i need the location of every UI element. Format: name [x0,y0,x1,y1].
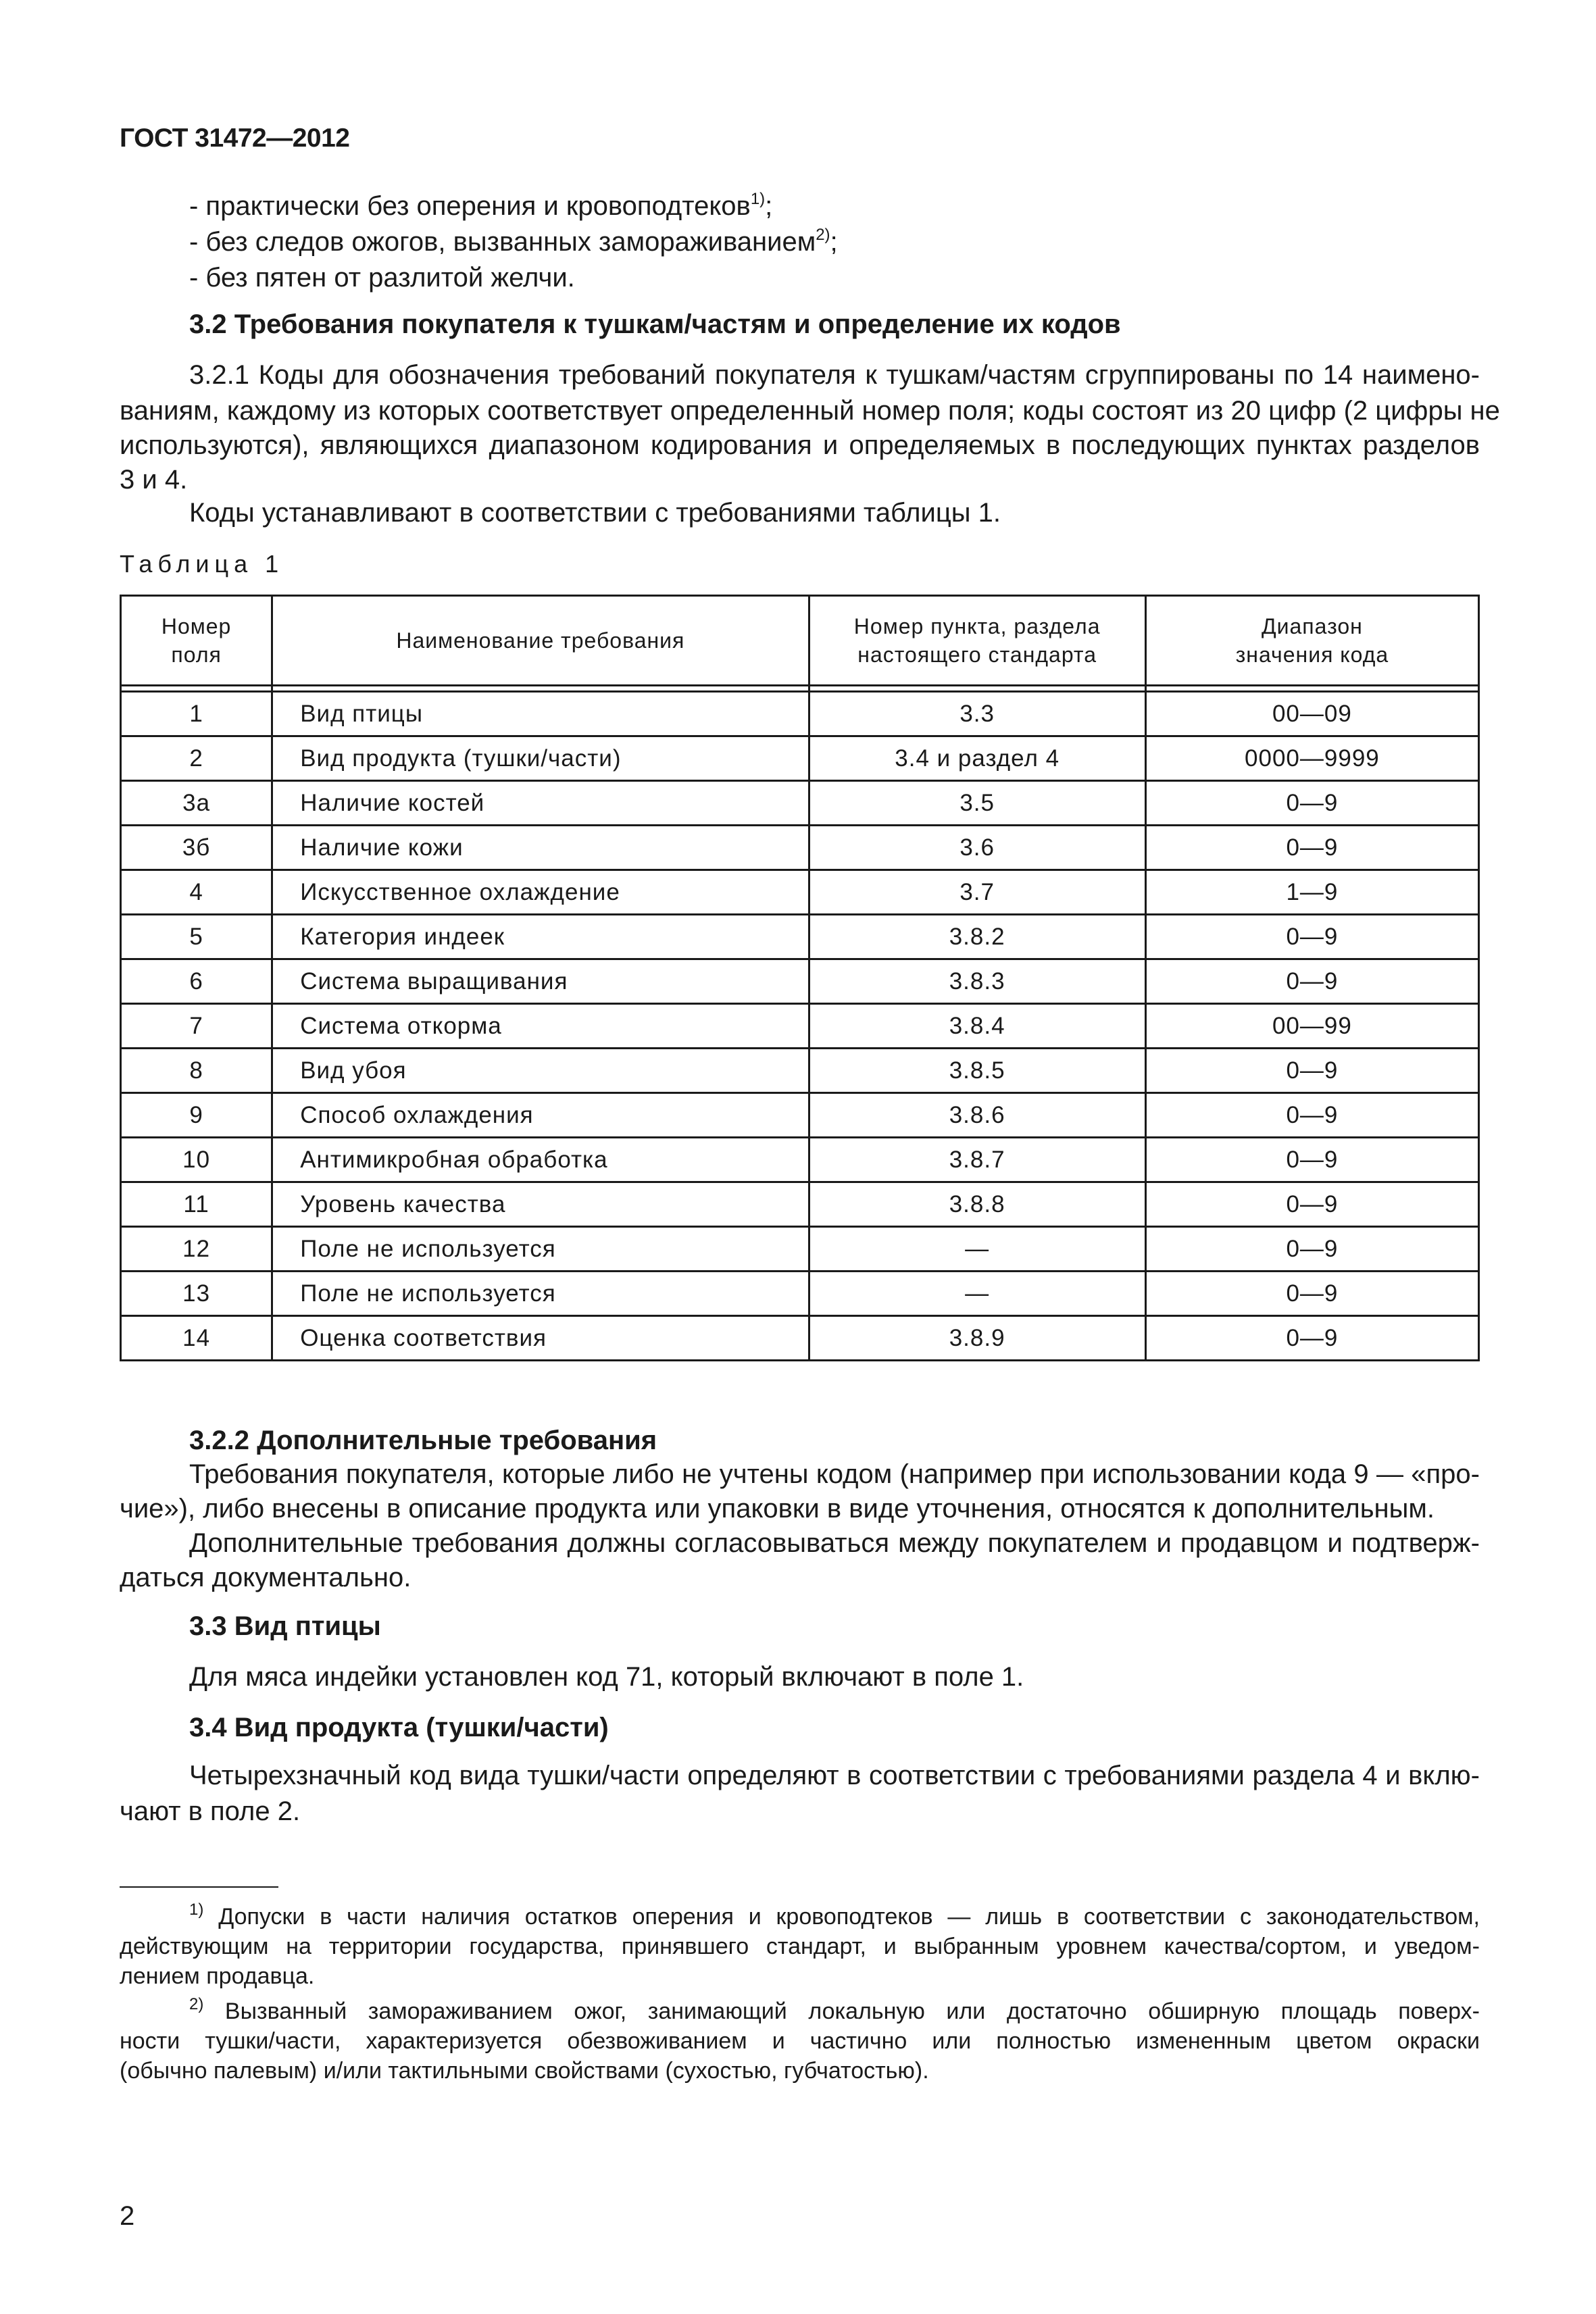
column-header [272,596,809,686]
code-range: 0—9 [1145,1049,1478,1093]
list-item [189,191,772,222]
paragraph: Коды устанавливают в соответствии с требованиями таблицы 1. [189,498,1001,528]
column-header [121,596,272,686]
table-caption: Таблица 1 [120,550,284,578]
footnote-line-text [189,1996,1480,2026]
table-row [121,826,1479,870]
line-text: чие»), либо внесены в описание продукта или упаковки в виде уточнения, относятся к дополнительным. [120,1494,1435,1524]
column-header [1145,596,1478,686]
clause-ref: 3.8.9 [809,1316,1145,1361]
clause-ref: 3.3 [809,692,1145,736]
paragraph-line [120,465,1480,499]
clause-ref: 3.4 и раздел 4 [809,736,1145,781]
field-number: 7 [121,1004,272,1049]
footnote-text: действующим на территории государства, принявшего стандарт, и выбранным уровнем качества/сортом, и уведом- [120,1934,1480,1959]
footnote-text: Допуски в части наличия остатков оперения и кровоподтеков — лишь в соответствии с законодательством, [218,1904,1480,1930]
requirement-name: Система выращивания [272,959,809,1004]
code-range: 00—99 [1145,1004,1478,1049]
code-range: 0000—9999 [1145,736,1478,781]
requirement-name: Наличие кожи [272,826,809,870]
field-number: 8 [121,1049,272,1093]
clause-ref: 3.8.8 [809,1182,1145,1227]
footnote [120,1902,1480,1991]
clause-ref: 3.8.4 [809,1004,1145,1049]
requirement-name: Наличие костей [272,781,809,826]
field-number: 6 [121,959,272,1004]
code-range: 0—9 [1145,826,1478,870]
section-heading: 3.2 Требования покупателя к тушкам/частям и определение их кодов [189,309,1121,339]
clause-ref: 3.8.7 [809,1138,1145,1182]
footnote-separator [120,1886,278,1888]
table-row [121,959,1479,1004]
list-item-text: - без пятен от разлитой желчи. [189,263,575,293]
footnote-mark: 1) [189,1900,204,1919]
header-separator [121,686,1479,692]
table-row [121,1004,1479,1049]
table-row [121,1182,1479,1227]
requirement-name: Поле не используется [272,1272,809,1316]
paragraph-line [120,1563,1480,1597]
paragraph-line [120,360,1480,396]
requirements-table [120,595,1480,1361]
footnote-line [120,1902,1480,1932]
code-range: 0—9 [1145,915,1478,959]
requirement-name: Категория индеек [272,915,809,959]
field-number: 14 [121,1316,272,1361]
table-row [121,1138,1479,1182]
clause-ref: 3.8.5 [809,1049,1145,1093]
footnote-text: лением продавца. [120,1963,315,1989]
footnote [120,1996,1480,2086]
list-item-text: - без следов ожогов, вызванных замораживанием [189,227,816,257]
table-header-row [121,596,1479,686]
field-number: 3б [121,826,272,870]
requirement-name: Оценка соответствия [272,1316,809,1361]
footnote-line [120,1961,1480,1991]
section-heading: 3.4 Вид продукта (тушки/части) [189,1713,609,1742]
field-number: 10 [121,1138,272,1182]
footnote-text: Вызванный замораживанием ожог, занимающий локальную или достаточно обширную площадь поверх- [224,1998,1480,2024]
paragraph-line [120,1459,1480,1494]
requirement-name: Уровень качества [272,1182,809,1227]
table-row [121,781,1479,826]
footnote-mark: 2) [189,1994,204,2013]
line-text: даться документально. [120,1563,412,1592]
line-text: 3.2.1 Коды для обозначения требований покупателя к тушкам/частям сгруппированы по 14 наимено- [189,360,1480,390]
requirement-name: Вид продукта (тушки/части) [272,736,809,781]
clause-ref: 3.6 [809,826,1145,870]
clause-ref: — [809,1272,1145,1316]
header-line: значения кода [1235,643,1389,667]
footnote-ref: 2) [816,225,830,244]
requirement-name: Искусственное охлаждение [272,870,809,915]
table-row [121,1049,1479,1093]
field-number: 11 [121,1182,272,1227]
column-header [809,596,1145,686]
code-range: 0—9 [1145,1316,1478,1361]
table-row [121,736,1479,781]
field-number: 2 [121,736,272,781]
requirement-name: Вид убоя [272,1049,809,1093]
table-row [121,870,1479,915]
table-row [121,1093,1479,1138]
header-line: Наименование требования [396,628,685,653]
header-line: поля [171,643,222,667]
requirement-name: Способ охлаждения [272,1093,809,1138]
table-row [121,692,1479,736]
requirement-name: Система откорма [272,1004,809,1049]
paragraph [120,1528,1480,1597]
header-line: Номер пункта, раздела [853,614,1101,638]
field-number: 1 [121,692,272,736]
field-number: 12 [121,1227,272,1272]
section-heading: 3.3 Вид птицы [189,1611,381,1641]
code-range: 0—9 [1145,1138,1478,1182]
field-number: 5 [121,915,272,959]
paragraph-line [120,430,1480,465]
footnote-line [120,2026,1480,2056]
footnote-line [120,2056,1480,2086]
code-range: 1—9 [1145,870,1478,915]
code-range: 0—9 [1145,781,1478,826]
table-row [121,915,1479,959]
code-range: 0—9 [1145,959,1478,1004]
code-range: 0—9 [1145,1227,1478,1272]
clause-ref: 3.5 [809,781,1145,826]
paragraph [120,1761,1480,1831]
requirement-name: Вид птицы [272,692,809,736]
footnote-line [120,1996,1480,2026]
list-item [189,227,838,257]
clause-ref: — [809,1227,1145,1272]
paragraph-line [120,1796,1480,1831]
line-text: 3 и 4. [120,465,188,495]
header-line: настоящего стандарта [857,643,1097,667]
header-line: Диапазон [1261,614,1363,638]
table-row [121,1316,1479,1361]
list-item-tail: ; [765,191,773,221]
line-text: Четырехзначный код вида тушки/части определяют в соответствии с требованиями раздела 4 и вклю- [189,1761,1480,1790]
paragraph [120,360,1500,499]
line-text: используются), являющихся диапазоном кодирования и определяемых в последующих пунктах разделов [120,430,1480,460]
field-number: 4 [121,870,272,915]
requirement-name: Антимикробная обработка [272,1138,809,1182]
page-number: 2 [120,2201,135,2231]
footnote-line-text [189,1902,1480,1932]
list-item-tail: ; [830,227,838,257]
clause-ref: 3.7 [809,870,1145,915]
paragraph-line [120,1528,1480,1563]
line-text: Дополнительные требования должны согласовываться между покупателем и продавцом и подтверж- [189,1528,1480,1558]
code-range: 0—9 [1145,1093,1478,1138]
paragraph-line [120,396,1500,430]
line-text: чают в поле 2. [120,1796,301,1826]
footnote-text: (обычно палевым) и/или тактильными свойствами (сухостью, губчатостью). [120,2058,929,2084]
clause-ref: 3.8.6 [809,1093,1145,1138]
field-number: 9 [121,1093,272,1138]
code-range: 0—9 [1145,1182,1478,1227]
clause-ref: 3.8.2 [809,915,1145,959]
header-line: Номер [161,614,232,638]
footnote-ref: 1) [750,189,766,208]
paragraph-line [120,1761,1480,1796]
paragraph-line [120,1494,1480,1528]
field-number: 3а [121,781,272,826]
section-heading: 3.2.2 Дополнительные требования [189,1426,657,1455]
paragraph: Для мяса индейки установлен код 71, который включают в поле 1. [189,1662,1024,1692]
footnote-line [120,1932,1480,1961]
code-range: 0—9 [1145,1272,1478,1316]
paragraph [120,1459,1480,1528]
list-item [189,263,575,293]
code-range: 00—09 [1145,692,1478,736]
requirement-name: Поле не используется [272,1227,809,1272]
field-number: 13 [121,1272,272,1316]
table-row [121,1227,1479,1272]
list-item-text: - практически без оперения и кровоподтеков [189,191,751,221]
line-text: ваниям, каждому из которых соответствует определенный номер поля; коды состоят из 20 цифр (2 цифры не [120,396,1500,426]
clause-ref: 3.8.3 [809,959,1145,1004]
standard-header: ГОСТ 31472—2012 [120,124,350,153]
line-text: Требования покупателя, которые либо не учтены кодом (например при использовании кода 9 — «про- [189,1459,1480,1489]
table-row [121,1272,1479,1316]
footnote-text: ности тушки/части, характеризуется обезвоживанием и частично или полностью измененным цветом окраски [120,2028,1480,2054]
